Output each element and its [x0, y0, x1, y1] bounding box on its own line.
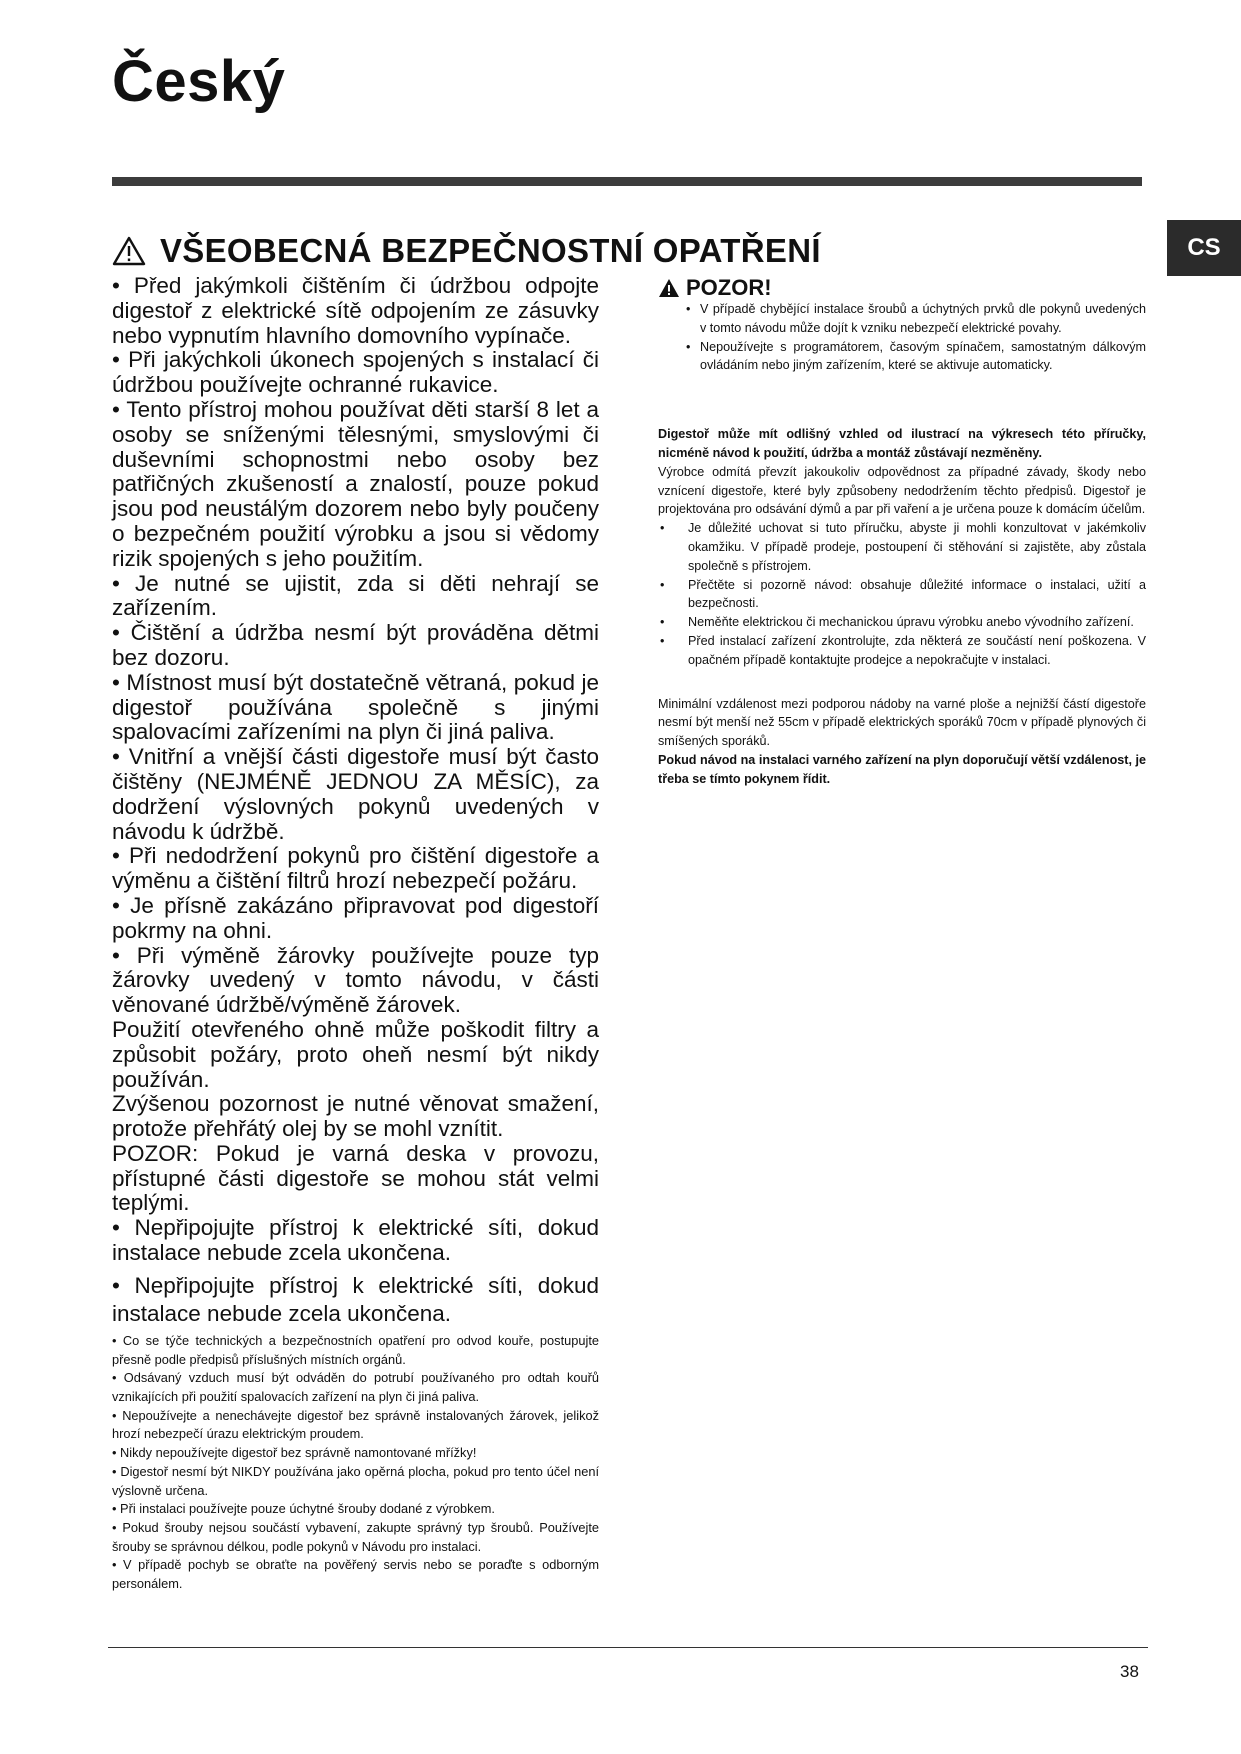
- safety-paragraph: • Čištění a údržba nesmí být prováděna dětmi bez dozoru.: [112, 620, 599, 670]
- safety-note: • Co se týče technických a bezpečnostních opatření pro odvod kouře, postupujte přesně podle předpisů příslušných místních orgánů.: [112, 1332, 599, 1367]
- safety-paragraph: • Nepřipojujte přístroj k elektrické síti, dokud instalace nebude zcela ukončena.: [112, 1215, 599, 1266]
- warning-triangle-icon: [112, 236, 146, 266]
- safety-paragraph: • Před jakýmkoli čištěním či údržbou odpojte digestoř z elektrické sítě odpojením ze zásuvky nebo vypnutím hlavního domovního vypínače.: [112, 273, 599, 348]
- bottom-divider: [108, 1647, 1148, 1648]
- safety-note: • Při instalaci používejte pouze úchytné šrouby dodané z výrobkem.: [112, 1501, 495, 1517]
- appearance-notice: Digestoř může mít odlišný vzhled od ilustrací na výkresech této příručky, nicméně návod k použití, údržba a montáž zůstávají nezměněny.: [658, 427, 1146, 460]
- safety-note: • Nikdy nepoužívejte digestoř bez správně namontované mřížky!: [112, 1445, 477, 1461]
- safety-paragraph: Zvýšenou pozornost je nutné věnovat smažení, protože přehřátý olej by se mohl vznítit.: [112, 1091, 599, 1142]
- general-bullets: [658, 519, 1146, 669]
- safety-note: • V případě pochyb se obraťte na pověřený servis nebo se poraďte s odborným personálem.: [112, 1557, 599, 1592]
- page-title: Český: [112, 49, 286, 114]
- safety-paragraph: • Místnost musí být dostatečně větraná, pokud je digestoř používána společně s jinými spalovacími zařízeními na plyn či jiná paliva.: [112, 669, 599, 745]
- minimum-distance-text: Minimální vzdálenost mezi podporou nádoby na varné ploše a nejnižší částí digestoře nesmí být menší než 55cm v případě elektrických sporáků 70cm v případě plynových či smíšených sporáků.: [658, 696, 1146, 749]
- warning-item: • Nepoužívejte s programátorem, časovým spínačem, samostatným dálkovým ovládáním nebo jiným zařízením, které se aktivuje automaticky.: [686, 338, 1146, 376]
- warning-heading: [658, 274, 1146, 300]
- warning-item: • V případě chybějící instalace šroubů a úchytných prvků dle pokynů uvedených v tomto návodu může dojít k vzniku nebezpečí elektrické povahy.: [686, 300, 1146, 338]
- safety-paragraph: POZOR: Pokud je varná deska v provozu, přístupné části digestoře se mohou stát velmi teplými.: [112, 1140, 599, 1216]
- general-bullet: • Je důležité uchovat si tuto příručku, abyste ji mohli konzultovat v jakémkoliv okamžiku. V případě prodeje, postoupení či stěhování si zajistěte, aby zůstala společně s přístrojem.: [658, 519, 1146, 575]
- safety-paragraph-repeated: • Nepřipojujte přístroj k elektrické síti, dokud instalace nebude zcela ukončena.: [112, 1272, 599, 1326]
- right-column: [658, 274, 1146, 789]
- safety-paragraph: • Vnitřní a vnější části digestoře musí být často čištěny (NEJMÉNĚ JEDNOU ZA MĚSÍC), za dodržení výslovných pokynů uvedených v návodu k údržbě.: [112, 744, 599, 844]
- general-bullet: • Neměňte elektrickou či mechanickou úpravu výrobku anebo vývodního zařízení.: [658, 613, 1146, 632]
- safety-paragraph: Použití otevřeného ohně může poškodit filtry a způsobit požáry, proto oheň nesmí být nikdy používán.: [112, 1016, 599, 1092]
- safety-note: • Digestoř nesmí být NIKDY používána jako opěrná plocha, pokud pro tento účel není výslovně určena.: [112, 1463, 599, 1498]
- safety-paragraph: • Tento přístroj mohou používat děti starší 8 let a osoby se sníženými tělesnými, smyslovými či duševními schopnostmi nebo osoby bez patřičných zkušeností a znalostí, pouze pokud jsou pod neustálým dozorem nebo byly poučeny o bezpečném použití výrobku a jsou si vědomy rizik spojených s jeho použitím.: [112, 396, 599, 571]
- safety-paragraph: • Při nedodržení pokynů pro čištění digestoře a výměnu a čištění filtrů hrozí nebezpečí požáru.: [112, 843, 599, 894]
- section-heading-text: VŠEOBECNÁ BEZPEČNOSTNÍ OPATŘENÍ: [160, 232, 821, 269]
- warning-list: [658, 300, 1146, 375]
- safety-paragraph: • Je nutné se ujistit, zda si děti nehrají se zařízením.: [112, 570, 599, 621]
- warning-title: POZOR!: [686, 274, 772, 300]
- liability-text: Výrobce odmítá převzít jakoukoliv odpovědnost za případné závady, škody nebo vznícení digestoře, které byly způsobeny nedodržením těchto předpisů. Digestoř je projektována pro odsávání dýmů a par při vaření a je určena pouze k domácím účelům.: [658, 464, 1146, 517]
- safety-note: • Nepoužívejte a nenechávejte digestoř bez správně instalovaných žárovek, jelikož hrozí nebezpečí úrazu elektrickým proudem.: [112, 1407, 599, 1442]
- safety-paragraph: • Při jakýchkoli úkonech spojených s instalací či údržbou používejte ochranné rukavice.: [112, 347, 599, 398]
- left-column: [112, 274, 599, 1594]
- warning-filled-icon: [658, 278, 680, 298]
- top-divider: [112, 177, 1142, 186]
- general-bullet: • Přečtěte si pozorně návod: obsahuje důležité informace o instalaci, užití a bezpečnosti.: [658, 576, 1146, 614]
- page-number: 38: [1120, 1662, 1139, 1681]
- minimum-distance-note: Pokud návod na instalaci varného zařízení na plyn doporučují větší vzdálenost, je třeba se tímto pokynem řídit.: [658, 752, 1146, 786]
- safety-paragraph: • Je přísně zakázáno připravovat pod digestoří pokrmy na ohni.: [112, 892, 599, 943]
- safety-note: • Odsávaný vzduch musí být odváděn do potrubí používaného pro odtah kouřů vznikajících při použití spalovacích zařízení na plyn či jiná paliva.: [112, 1370, 599, 1404]
- safety-note: • Pokud šrouby nejsou součástí vybavení, zakupte správný typ šroubů. Používejte šrouby se správnou délkou, podle pokynů v Návodu pro instalaci.: [112, 1519, 599, 1554]
- general-bullet: • Před instalací zařízení zkontrolujte, zda některá ze součástí není poškozena. V opačném případě kontaktujte prodejce a nepokračujte v instalaci.: [658, 632, 1146, 670]
- safety-paragraph: • Při výměně žárovky používejte pouze typ žárovky uvedený v tomto návodu, v části věnované údržbě/výměně žárovek.: [112, 942, 599, 1018]
- language-tab: CS: [1167, 220, 1241, 276]
- section-heading: [112, 232, 821, 270]
